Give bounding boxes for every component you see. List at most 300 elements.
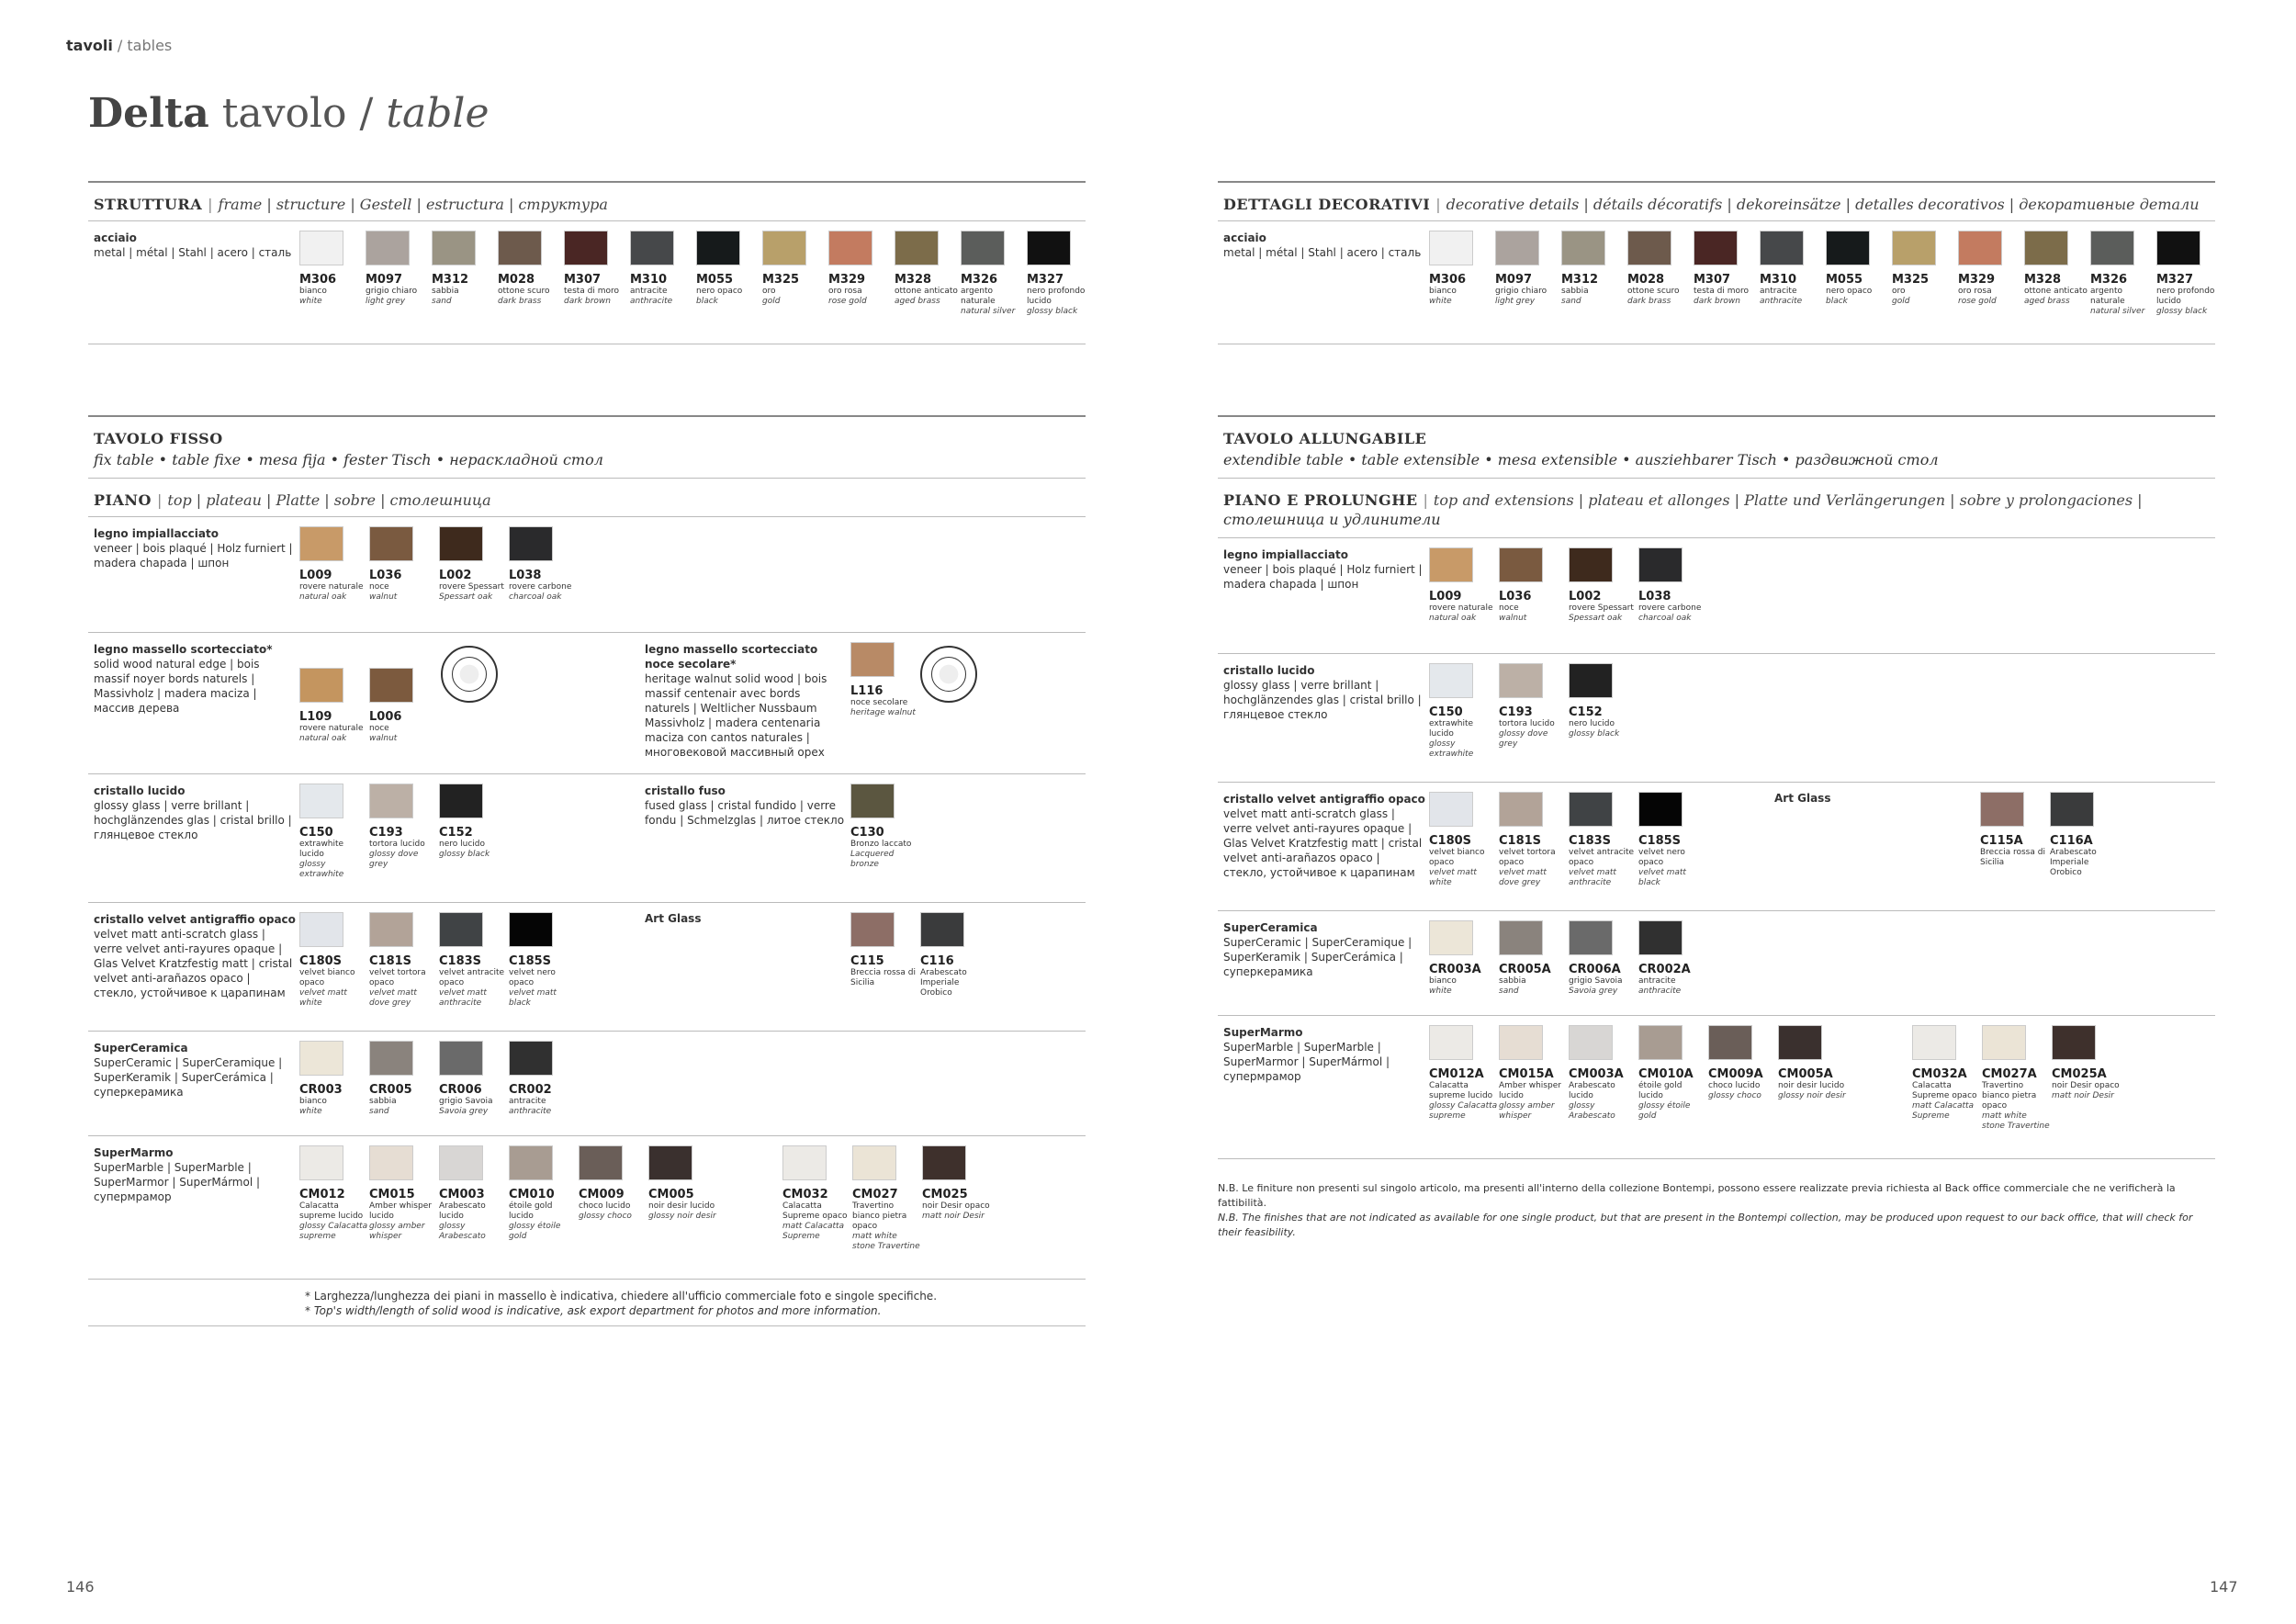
swatch-code: CM032	[782, 1188, 828, 1201]
swatch-code: M328	[2024, 273, 2062, 287]
swatch-chip	[1778, 1025, 1822, 1060]
swatch-name-en: velvet matt black	[1638, 868, 1686, 887]
swatch-code: CM012	[299, 1188, 345, 1201]
solid-wood-seal-icon-2	[920, 646, 977, 703]
fisso-subtitle: fix table • table fixe • mesa fija • fester Tisch • нераскладной стол	[94, 451, 603, 468]
swatch-name: nero lucido	[1569, 719, 1615, 728]
swatch-name-en: Spessart oak	[1569, 614, 1623, 623]
swatch-c130	[850, 784, 920, 870]
swatch-c152	[439, 784, 509, 880]
swatch-m097	[1495, 231, 1561, 317]
swatch-name: oro rosa	[1958, 287, 1992, 296]
swatch-chip	[1429, 792, 1473, 827]
swatch-chip	[895, 231, 939, 265]
massello-row	[88, 633, 1086, 774]
swatch-name: velvet tortora opaco	[1499, 848, 1556, 867]
ceramica-label-right: SuperCeramica SuperCeramic | SuperCeramique | SuperKeramik | SuperCerámica | суперкерамика	[1223, 921, 1412, 978]
swatch-code: C116	[920, 954, 954, 968]
swatch-name: ottone scuro	[1627, 287, 1680, 296]
swatch-chip	[1561, 231, 1605, 265]
swatch-code: CM027	[852, 1188, 898, 1201]
swatch-code: M310	[1760, 273, 1797, 287]
swatch-c193	[369, 784, 439, 880]
swatch-chip	[850, 642, 895, 677]
artglass-swatches	[850, 912, 990, 998]
swatch-l038	[1638, 547, 1708, 624]
swatch-code: M325	[1892, 273, 1930, 287]
swatch-code: M306	[1429, 273, 1467, 287]
swatch-l116	[850, 642, 920, 718]
swatch-name: oro	[1892, 287, 1906, 296]
swatch-name-en: white	[1429, 987, 1452, 996]
swatch-chip	[439, 1145, 483, 1180]
swatch-name-en: glossy Arabescato	[1569, 1101, 1615, 1121]
swatch-name-en: glossy choco	[1708, 1091, 1761, 1100]
swatch-code: L036	[369, 569, 402, 582]
swatch-l009	[299, 526, 369, 603]
swatch-name: Breccia rossa di Sicilia	[1980, 848, 2045, 867]
swatch-code: CM005	[648, 1188, 694, 1201]
swatch-name: noir desir lucido	[1778, 1081, 1845, 1090]
swatch-code: C183S	[1569, 834, 1612, 848]
swatch-name-en: velvet matt dove grey	[369, 988, 417, 1008]
swatch-code: CM015A	[1499, 1067, 1554, 1081]
marmo-swatches-right	[1429, 1025, 1848, 1122]
swatch-name-en: velvet matt anthracite	[439, 988, 487, 1008]
swatch-name: velvet bianco opaco	[299, 968, 355, 987]
swatch-cm010	[509, 1145, 579, 1242]
swatch-m325	[762, 231, 828, 317]
swatch-chip	[2052, 1025, 2096, 1060]
swatch-chip	[439, 784, 483, 818]
swatch-name: bianco	[1429, 976, 1457, 986]
swatch-code: CR003	[299, 1083, 343, 1097]
swatch-name: velvet bianco opaco	[1429, 848, 1485, 867]
swatch-m307	[1694, 231, 1760, 317]
swatch-code: CM005A	[1778, 1067, 1833, 1081]
swatch-name-en: natural silver	[961, 307, 1016, 316]
swatch-c180s	[299, 912, 369, 1009]
massello-swatches	[299, 668, 439, 744]
swatch-code: M307	[1694, 273, 1731, 287]
swatch-cr005	[369, 1041, 439, 1117]
swatch-name-en: glossy Arabescato	[439, 1222, 486, 1241]
swatch-cm012a	[1429, 1025, 1499, 1122]
swatch-m310	[630, 231, 696, 317]
swatch-name-en: matt white stone Travertine	[1982, 1111, 2050, 1131]
metal-swatches	[299, 231, 1093, 317]
footnote-left: * Larghezza/lunghezza dei piani in massello è indicativa, chiedere all'ufficio commerciale foto e singole specifiche. * Top's width/length of solid wood is indicative, ask export department for photos and more information.	[88, 1280, 1086, 1326]
swatch-chip	[1499, 920, 1543, 955]
swatch-code: CM003	[439, 1188, 485, 1201]
swatch-code: C152	[439, 826, 473, 840]
swatch-code: L038	[509, 569, 542, 582]
ceramica-swatches-right	[1429, 920, 1708, 997]
swatch-chip	[1027, 231, 1071, 265]
swatch-name: noce secolare	[850, 698, 908, 707]
swatch-code: M097	[1495, 273, 1533, 287]
swatch-code: CM032A	[1912, 1067, 1967, 1081]
swatch-name-en: velvet matt white	[1429, 868, 1477, 887]
swatch-code: M307	[564, 273, 602, 287]
swatch-name-en: Spessart oak	[439, 592, 493, 602]
swatch-cr002a	[1638, 920, 1708, 997]
swatch-name: rovere naturale	[299, 724, 364, 733]
swatch-c115a	[1980, 792, 2050, 878]
cristallo-row-right	[1218, 654, 2215, 783]
swatch-m325	[1892, 231, 1958, 317]
velvet-swatches-right	[1429, 792, 1708, 888]
swatch-name: Travertino bianco pietra opaco	[1982, 1081, 2037, 1111]
swatch-name-en: dark brown	[564, 297, 611, 306]
swatch-name-en: matt noir Desir	[2052, 1091, 2114, 1100]
swatch-chip	[369, 1041, 413, 1076]
swatch-l036	[1499, 547, 1569, 624]
swatch-chip	[1627, 231, 1671, 265]
swatch-chip	[1499, 1025, 1543, 1060]
swatch-code: L038	[1638, 590, 1671, 603]
swatch-code: CR006A	[1569, 963, 1621, 976]
swatch-m310	[1760, 231, 1826, 317]
swatch-chip	[1912, 1025, 1956, 1060]
swatch-name: velvet nero opaco	[509, 968, 556, 987]
swatch-chip	[828, 231, 872, 265]
swatch-chip	[630, 231, 674, 265]
ceramica-row-right	[1218, 911, 2215, 1016]
marmo-label: SuperMarmo SuperMarble | SuperMarble | SuperMarmor | SuperMármol | супермрамор	[94, 1146, 261, 1203]
swatch-c115	[850, 912, 920, 998]
swatch-m326	[961, 231, 1027, 317]
swatch-chip	[920, 912, 964, 947]
swatch-code: CR005	[369, 1083, 412, 1097]
swatch-c193	[1499, 663, 1569, 760]
swatch-chip	[299, 912, 343, 947]
swatch-code: CM009	[579, 1188, 625, 1201]
struttura-section	[88, 181, 1086, 344]
velvet-label-right: cristallo velvet antigraffio opaco velvet matt anti-scratch glass | verre velvet anti-rayures opaque | Glas Velvet Kratzfestig matt | cristal velvet anti-arañazos opaco | стекло, устойчивое к царапинам	[1223, 793, 1425, 879]
swatch-name-en: aged brass	[2024, 297, 2070, 306]
swatch-l002	[1569, 547, 1638, 624]
swatch-code: M312	[1561, 273, 1599, 287]
swatch-name-en: natural oak	[299, 592, 347, 602]
swatch-m328	[2024, 231, 2090, 317]
swatch-name-en: matt white stone Travertine	[852, 1232, 920, 1251]
allung-piano-heading-2: столешница и удлинители	[1223, 511, 1441, 528]
swatch-chip	[369, 668, 413, 703]
fuso-swatches	[850, 784, 920, 870]
swatch-name-en: sand	[432, 297, 452, 306]
swatch-name: velvet antracite opaco	[1569, 848, 1635, 867]
swatch-name-en: velvet matt dove grey	[1499, 868, 1547, 887]
cristallo-swatches-right	[1429, 663, 1638, 760]
swatch-chip	[782, 1145, 827, 1180]
swatch-chip	[1569, 547, 1613, 582]
swatch-code: C183S	[439, 954, 482, 968]
swatch-code: M328	[895, 273, 932, 287]
swatch-name: noce	[1499, 603, 1519, 613]
ceramica-label: SuperCeramica SuperCeramic | SuperCeramique | SuperKeramik | SuperCerámica | суперкерамика	[94, 1042, 283, 1099]
swatch-name: sabbia	[369, 1097, 397, 1106]
swatch-code: C115	[850, 954, 884, 968]
swatch-code: M028	[1627, 273, 1665, 287]
swatch-code: CR002	[509, 1083, 552, 1097]
swatch-cr003	[299, 1041, 369, 1117]
swatch-c181s	[369, 912, 439, 1009]
swatch-name: sabbia	[432, 287, 459, 296]
swatch-name: extrawhite lucido	[299, 840, 344, 859]
swatch-chip	[1569, 663, 1613, 698]
swatch-code: CR005A	[1499, 963, 1551, 976]
swatch-l002	[439, 526, 509, 603]
swatch-name: bianco	[1429, 287, 1457, 296]
swatch-code: CM015	[369, 1188, 415, 1201]
swatch-name: noce	[369, 724, 389, 733]
swatch-name: velvet nero opaco	[1638, 848, 1685, 867]
swatch-name-en: glossy amber whisper	[1499, 1101, 1555, 1121]
swatch-name: rovere naturale	[1429, 603, 1493, 613]
massello-label: legno massello scortecciato* solid wood natural edge | bois massif noyer bords naturels | Massivholz | madera maciza | массив дерева	[94, 643, 273, 715]
cristallo-swatches	[299, 784, 509, 880]
swatch-cm009a	[1708, 1025, 1778, 1122]
swatch-code: C180S	[299, 954, 343, 968]
swatch-name: choco lucido	[579, 1201, 631, 1211]
swatch-code: M097	[366, 273, 403, 287]
swatch-name: ottone scuro	[498, 287, 550, 296]
artglass-swatches-right	[1980, 792, 2120, 878]
swatch-cm032	[782, 1145, 852, 1252]
fisso-section	[88, 415, 1086, 1326]
swatch-name-en: black	[1826, 297, 1848, 306]
swatch-cm003	[439, 1145, 509, 1242]
swatch-chip	[1638, 792, 1683, 827]
swatch-name-en: heritage walnut	[850, 708, 916, 717]
swatch-name: antracite	[1760, 287, 1797, 296]
swatch-name-en: glossy étoile gold	[1638, 1101, 1691, 1121]
veneer-swatches-right	[1429, 547, 1708, 624]
swatch-m028	[498, 231, 564, 317]
artglass-label: Art Glass	[645, 912, 702, 925]
swatch-code: L009	[1429, 590, 1462, 603]
swatch-chip	[1958, 231, 2002, 265]
swatch-m312	[1561, 231, 1627, 317]
swatch-cr002	[509, 1041, 579, 1117]
legno-row-right	[1218, 538, 2215, 654]
swatch-name-en: sand	[1499, 987, 1519, 996]
swatch-chip	[369, 1145, 413, 1180]
swatch-m329	[1958, 231, 2024, 317]
swatch-name: rovere carbone	[509, 582, 572, 592]
dettagli-section	[1218, 181, 2215, 344]
swatch-cr006	[439, 1041, 509, 1117]
swatch-chip	[1569, 920, 1613, 955]
legno-label: legno impiallacciato veneer | bois plaqué | Holz furniert | madera chapada | шпон	[94, 527, 293, 570]
swatch-name-en: velvet matt anthracite	[1569, 868, 1616, 887]
swatch-name: sabbia	[1561, 287, 1589, 296]
swatch-chip	[299, 668, 343, 703]
swatch-m329	[828, 231, 895, 317]
secolare-label: legno massello scortecciato noce secolare* heritage walnut solid wood | bois massif centenair avec bords naturels | Weltlicher Nussbaum Massivholz | madera centenaria maciza con cantos naturales | многовековой массивный орех	[645, 643, 827, 759]
swatch-l038	[509, 526, 579, 603]
swatch-code: CM009A	[1708, 1067, 1763, 1081]
swatch-code: CM025	[922, 1188, 968, 1201]
swatch-name-en: aged brass	[895, 297, 940, 306]
swatch-cr003a	[1429, 920, 1499, 997]
swatch-chip	[439, 912, 483, 947]
swatch-code: CM010A	[1638, 1067, 1694, 1081]
swatch-chip	[2024, 231, 2068, 265]
swatch-code: C150	[299, 826, 333, 840]
fisso-title: TAVOLO FISSO	[94, 430, 223, 447]
swatch-name-en: glossy Calacatta supreme	[1429, 1101, 1498, 1121]
swatch-cm015a	[1499, 1025, 1569, 1122]
swatch-code: M055	[1826, 273, 1863, 287]
swatch-name: oro rosa	[828, 287, 862, 296]
swatch-c150	[299, 784, 369, 880]
swatch-name-en: glossy dove grey	[1499, 729, 1548, 749]
swatch-name-en: glossy extrawhite	[299, 860, 344, 879]
swatch-name-en: anthracite	[630, 297, 673, 306]
solid-wood-seal-icon	[441, 646, 498, 703]
swatch-cm005	[648, 1145, 718, 1242]
velvet-row	[88, 903, 1086, 1032]
swatch-name-en: dark brass	[1627, 297, 1671, 306]
swatch-m306	[1429, 231, 1495, 317]
metal-swatches-right	[1429, 231, 2223, 317]
swatch-code: C116A	[2050, 834, 2093, 848]
swatch-name: noir Desir opaco	[2052, 1081, 2120, 1090]
swatch-code: CM025A	[2052, 1067, 2107, 1081]
swatch-name-en: charcoal oak	[509, 592, 562, 602]
swatch-name: Arabescato Imperiale Orobico	[920, 968, 967, 998]
swatch-code: CM010	[509, 1188, 555, 1201]
veneer-swatches	[299, 526, 579, 603]
swatch-code: C185S	[509, 954, 552, 968]
marmo-label-right: SuperMarmo SuperMarble | SuperMarble | SuperMarmor | SuperMármol | супермрамор	[1223, 1026, 1390, 1083]
swatch-code: M326	[961, 273, 998, 287]
swatch-name: noir desir lucido	[648, 1201, 715, 1211]
swatch-chip	[1694, 231, 1738, 265]
swatch-chip	[1499, 663, 1543, 698]
swatch-chip	[1982, 1025, 2026, 1060]
swatch-chip	[498, 231, 542, 265]
secolare-swatches	[850, 642, 920, 718]
swatch-code: L006	[369, 710, 402, 724]
swatch-name: noir Desir opaco	[922, 1201, 990, 1211]
swatch-name-en: light grey	[1495, 297, 1536, 306]
swatch-cm032a	[1912, 1025, 1982, 1132]
marmo-row-right	[1218, 1016, 2215, 1159]
swatch-m097	[366, 231, 432, 317]
allung-subtitle: extendible table • table extensible • mesa extensible • ausziehbarer Tisch • раздвижной стол	[1223, 451, 1939, 468]
swatch-chip	[961, 231, 1005, 265]
swatch-c185s	[1638, 792, 1708, 888]
swatch-code: M325	[762, 273, 800, 287]
swatch-m327	[2156, 231, 2223, 317]
swatch-name: Calacatta Supreme opaco	[1912, 1081, 1977, 1100]
acciaio-label-right: acciaio metal | métal | Stahl | acero | сталь	[1223, 231, 1422, 259]
cristallo-label-right: cristallo lucido glossy glass | verre brillant | hochglänzendes glas | cristal brillo | глянцевое стекло	[1223, 664, 1422, 721]
velvet-label: cristallo velvet antigraffio opaco velvet matt anti-scratch glass | verre velvet anti-rayures opaque | Glas Velvet Kratzfestig matt | cristal velvet anti-arañazos opaco | стекло, устойчивое к царапинам	[94, 913, 296, 999]
swatch-name: velvet antracite opaco	[439, 968, 505, 987]
swatch-cm025	[922, 1145, 992, 1252]
allung-piano-heading: PIANO E PROLUNGHE | top and extensions | plateau et allonges | Platte und Verlängerungen | sobre y prolongaciones |	[1223, 491, 2143, 509]
swatch-name: noce	[369, 582, 389, 592]
swatch-name: argento naturale	[2090, 287, 2125, 306]
cristallo-label: cristallo lucido glossy glass | verre brillant | hochglänzendes glas | cristal brillo | глянцевое стекло	[94, 784, 292, 841]
breadcrumb: tavoli / tables	[66, 37, 173, 54]
swatch-name-en: dark brown	[1694, 297, 1740, 306]
swatch-chip	[1638, 547, 1683, 582]
swatch-name-en: dark brass	[498, 297, 542, 306]
swatch-c152	[1569, 663, 1638, 760]
swatch-cm005a	[1778, 1025, 1848, 1122]
swatch-chip	[509, 1145, 553, 1180]
swatch-name: antracite	[1638, 976, 1676, 986]
swatch-chip	[299, 1041, 343, 1076]
swatch-chip	[509, 526, 553, 561]
swatch-chip	[852, 1145, 896, 1180]
legno-row	[88, 517, 1086, 633]
swatch-name-en: natural oak	[1429, 614, 1477, 623]
swatch-chip	[1569, 1025, 1613, 1060]
swatch-chip	[369, 912, 413, 947]
swatch-name-en: natural oak	[299, 734, 347, 743]
swatch-name-en: matt Calacatta Supreme	[782, 1222, 845, 1241]
swatch-code: C181S	[1499, 834, 1542, 848]
swatch-code: C180S	[1429, 834, 1472, 848]
swatch-name-en: matt noir Desir	[922, 1212, 985, 1221]
swatch-name: grigio Savoia	[1569, 976, 1623, 986]
swatch-name: rovere carbone	[1638, 603, 1702, 613]
ceramica-row	[88, 1032, 1086, 1136]
allungabile-section	[1218, 415, 2215, 1240]
swatch-cm027a	[1982, 1025, 2052, 1132]
swatch-name: nero opaco	[696, 287, 743, 296]
swatch-name: Calacatta Supreme opaco	[782, 1201, 848, 1221]
swatch-code: C152	[1569, 705, 1603, 719]
swatch-cr006a	[1569, 920, 1638, 997]
swatch-code: C115A	[1980, 834, 2023, 848]
swatch-name: Arabescato lucido	[1569, 1081, 1615, 1100]
swatch-chip	[1638, 920, 1683, 955]
swatch-name: tortora lucido	[1499, 719, 1555, 728]
swatch-name-en: natural silver	[2090, 307, 2145, 316]
swatch-code: CM003A	[1569, 1067, 1624, 1081]
swatch-chip	[299, 784, 343, 818]
swatch-chip	[1429, 1025, 1473, 1060]
swatch-code: M028	[498, 273, 535, 287]
swatch-name: étoile gold lucido	[1638, 1081, 1683, 1100]
swatch-cm027	[852, 1145, 922, 1252]
swatch-name: ottone anticato	[2024, 287, 2088, 296]
swatch-name-en: anthracite	[1638, 987, 1682, 996]
swatch-name: rovere naturale	[299, 582, 364, 592]
swatch-name-en: Lacquered bronze	[850, 850, 895, 869]
swatch-name: ottone anticato	[895, 287, 958, 296]
swatch-c183s	[439, 912, 509, 1009]
artglass-label-right: Art Glass	[1774, 792, 1831, 805]
swatch-name-en: walnut	[369, 734, 398, 743]
swatch-name-en: glossy black	[1027, 307, 1078, 316]
swatch-chip	[366, 231, 410, 265]
swatch-code: C193	[369, 826, 403, 840]
velvet-row-right	[1218, 783, 2215, 911]
swatch-name: Arabescato lucido	[439, 1201, 486, 1221]
swatch-name-en: white	[1429, 297, 1452, 306]
swatch-code: C181S	[369, 954, 412, 968]
swatch-name-en: glossy extrawhite	[1429, 739, 1474, 759]
swatch-name-en: glossy étoile gold	[509, 1222, 561, 1241]
